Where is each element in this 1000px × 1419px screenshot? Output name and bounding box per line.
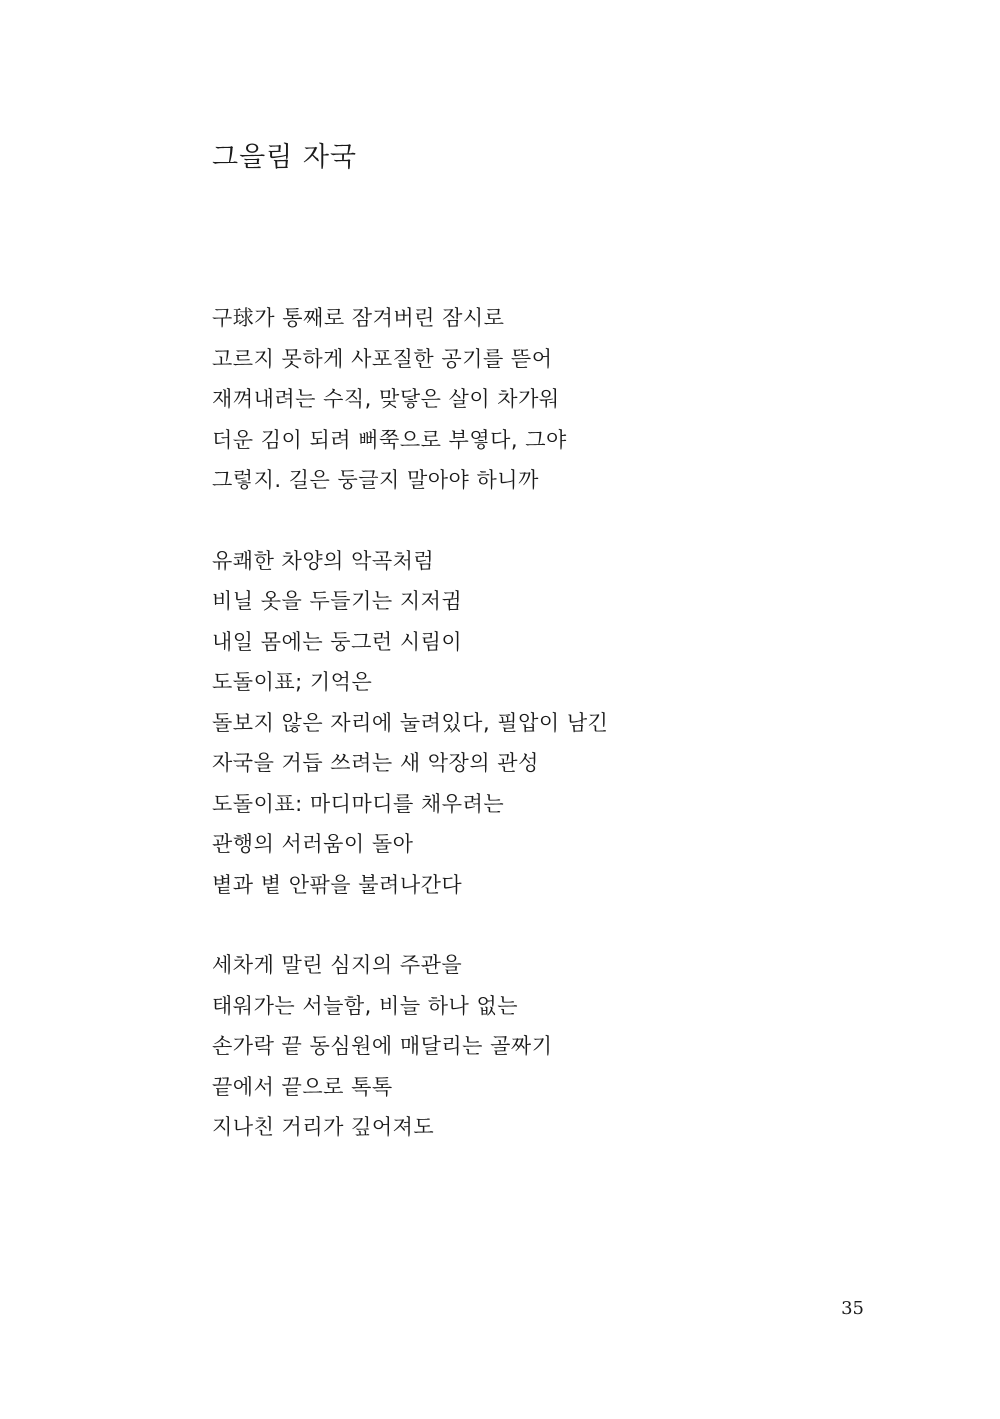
poem-line: 태워가는 서늘함, 비늘 하나 없는 [212,993,519,1018]
poem-line: 내일 몸에는 둥그런 시림이 [212,629,463,654]
poem-line: 유쾌한 차양의 악곡처럼 [212,548,435,573]
poem-line: 관행의 서러움이 돌아 [212,832,414,856]
poem-line: 돌보지 않은 자리에 눌려있다, 필압이 남긴 [212,710,609,735]
stanza-3 [212,945,852,1148]
poem-line: 구球가 통째로 잠겨버린 잠시로 [212,306,505,330]
poem-line: 도돌이표: 마디마디를 채우려는 [212,791,505,816]
poem-line: 더운 김이 되려 뻐쭉으로 부옇다, 그야 [212,427,567,452]
stanza-1 [212,298,852,501]
poem-line: 끝에서 끝으로 톡톡 [212,1074,393,1099]
poem-line: 자국을 거듭 쓰려는 새 악장의 관성 [212,751,539,775]
poem-line: 세차게 말린 심지의 주관을 [212,953,463,977]
poem-line: 그렇지. 길은 둥글지 말아야 하니까 [212,468,539,492]
poem-line: 지나친 거리가 깊어져도 [212,1115,435,1139]
page-number: 35 [841,1298,864,1319]
poem-line: 손가락 끝 동심원에 매달리는 골짜기 [212,1034,553,1058]
poem-line: 도돌이표; 기억은 [212,670,373,694]
poem-line: 고르지 못하게 사포질한 공기를 뜯어 [212,346,553,371]
poem-line: 재껴내려는 수직, 맞닿은 살이 차가워 [212,387,560,411]
poem-title: 그을림 자국 [212,142,357,173]
poem-body [212,298,852,1188]
poem-line: 볕과 볕 안팎을 불려나간다 [212,872,463,897]
poem-line: 비닐 옷을 두들기는 지저귐 [212,589,463,613]
stanza-2 [212,541,852,906]
